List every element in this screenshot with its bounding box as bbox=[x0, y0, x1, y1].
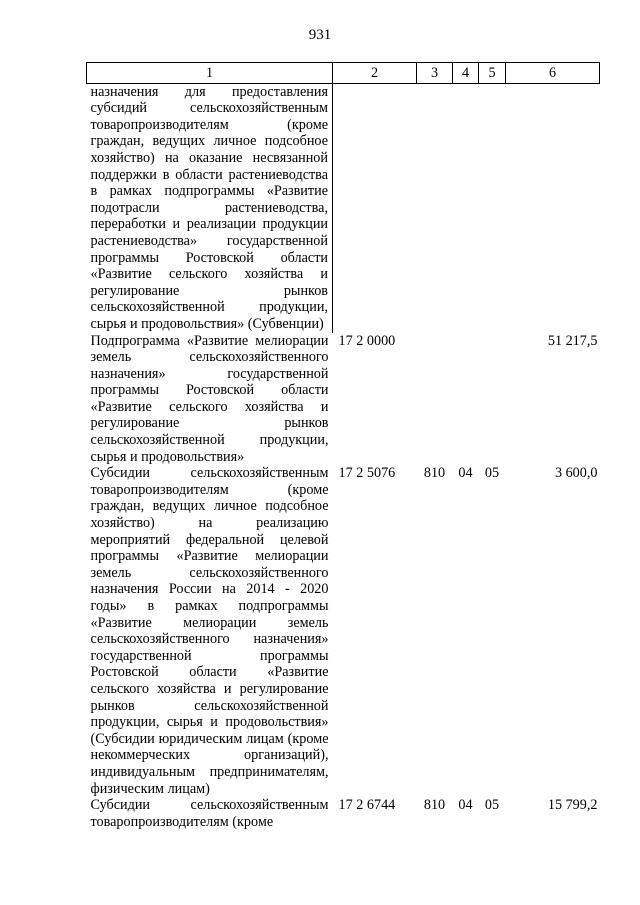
table-header bbox=[87, 63, 600, 84]
table-row bbox=[87, 465, 600, 797]
table-row bbox=[87, 333, 600, 466]
row-pr: 05 bbox=[484, 797, 500, 814]
row-name: Субсидии сельскохозяйственным товаропроизводителям (кроме граждан, ведущих личное подсобное хозяйство) на реализацию мероприятий федеральной целевой программы «Развитие мелиорации земель сельскохозяйственного назначения России на 2014 - 2020 годы» в рамках подпрограммы «Развитие мелиорации земель сельскохозяйственного назначения» государственной программы Ростовской области «Развитие сельского хозяйства и регулирование рынков сельскохозяйственной продукции, сырья и продовольствия» (Субсидии юридическим лицам (кроме некоммерческих организаций), индивидуальным предпринимателям, физическим лицам) bbox=[90, 465, 329, 797]
row-pr: 05 bbox=[484, 465, 500, 482]
row-rz bbox=[453, 83, 479, 332]
row-rz: 04 bbox=[458, 465, 473, 482]
row-name: Подпрограмма «Развитие мелиорации земель сельскохозяйственного назначения» государственной программы Ростовской области «Развитие сельского хозяйства и регулирование рынков сельскохозяйственной продукции, сырья и продовольствия» bbox=[90, 332, 329, 465]
row-code: 17 2 5076 bbox=[338, 465, 396, 482]
row-code: 17 2 0000 bbox=[338, 332, 396, 349]
budget-table bbox=[86, 62, 600, 830]
header-col-2: 2 bbox=[333, 63, 417, 84]
row-amount bbox=[506, 83, 600, 332]
header-col-3: 3 bbox=[417, 63, 453, 84]
row-amount: 15 799,2 bbox=[547, 797, 598, 814]
row-rz: 04 bbox=[458, 797, 473, 814]
row-amount: 3 600,0 bbox=[554, 465, 598, 482]
row-pr bbox=[479, 83, 506, 332]
row-name: Субсидии сельскохозяйственным товаропроизводителям (кроме bbox=[90, 797, 329, 830]
row-amount: 51 217,5 bbox=[547, 332, 598, 349]
row-code: 17 2 6744 bbox=[338, 797, 396, 814]
page-number: 931 bbox=[308, 27, 332, 43]
table-row bbox=[87, 797, 600, 830]
row-vr bbox=[417, 333, 453, 466]
header-col-1: 1 bbox=[87, 63, 333, 84]
row-rz bbox=[453, 333, 479, 466]
row-code bbox=[333, 83, 417, 332]
header-col-5: 5 bbox=[479, 63, 506, 84]
row-vr bbox=[417, 83, 453, 332]
table-row bbox=[87, 83, 600, 332]
row-vr: 810 bbox=[423, 797, 446, 814]
header-col-6: 6 bbox=[506, 63, 600, 84]
row-vr: 810 bbox=[423, 465, 446, 482]
row-name: назначения для предоставления субсидий сельскохозяйственным товаропроизводителям (кроме граждан, ведущих личное подсобное хозяйство) на оказание несвязанной поддержки в области растениеводства в рамках подпрограммы «Развитие подотрасли растениеводства, переработки и реализации продукции растениеводства» государственной программы Ростовской области «Развитие сельского хозяйства и регулирование рынков сельскохозяйственной продукции, сырья и продовольствия» (Субвенции) bbox=[87, 83, 333, 332]
row-pr bbox=[479, 333, 506, 466]
header-col-4: 4 bbox=[453, 63, 479, 84]
